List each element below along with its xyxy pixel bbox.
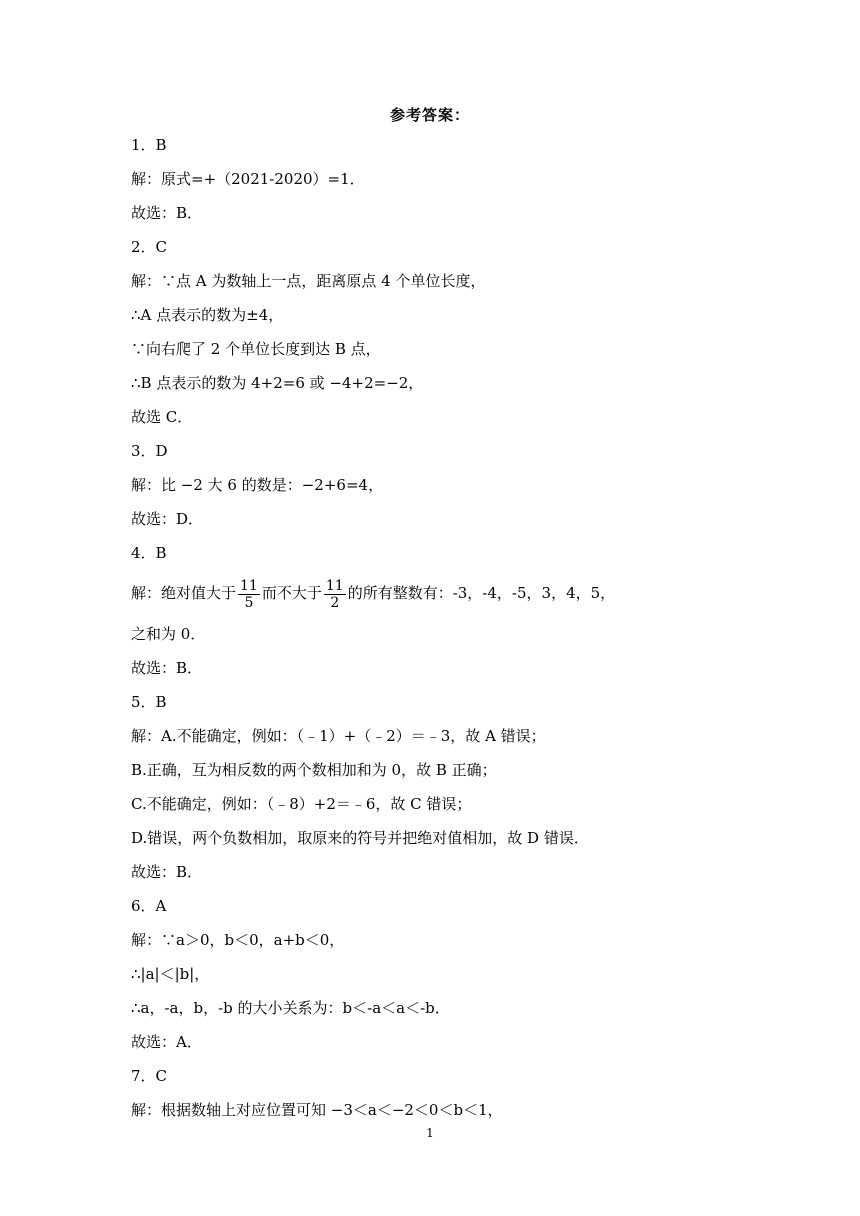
answer-line: 故选：B． — [131, 863, 203, 881]
fraction-eleven-fifths — [238, 578, 260, 611]
answer-lines — [131, 128, 771, 1127]
answer-line: 故选：B． — [131, 659, 203, 677]
answer-line: 解：比 −2 大 6 的数是：−2+6=4， — [131, 476, 384, 494]
answer-line: 解：∵a＞0，b＜0，a+b＜0， — [131, 931, 345, 949]
answer-line-with-fractions — [131, 570, 771, 617]
answer-line: 7．C — [131, 1067, 168, 1085]
answer-line: 解：根据数轴上对应位置可知 −3＜a＜−2＜0＜b＜1， — [131, 1101, 503, 1119]
fraction-line-after: 的所有整数有：-3，-4，-5，3，4，5， — [347, 584, 616, 602]
fraction-numerator: 11 — [325, 577, 344, 594]
answer-line: 3．D — [131, 442, 168, 460]
answer-line: 解：原式=+（2021-2020）=1． — [131, 170, 365, 188]
answer-line: B.正确，互为相反数的两个数相加和为 0，故 B 正确； — [131, 761, 497, 779]
answer-line: ∴A 点表示的数为±4， — [131, 306, 284, 324]
fraction-line-before: 解：绝对值大于 — [131, 584, 237, 602]
fraction-denominator: 5 — [244, 594, 254, 611]
answer-line: 6．A — [131, 897, 167, 915]
answer-line: 故选：D． — [131, 510, 204, 528]
answer-line: ∵向右爬了 2 个单位长度到达 B 点， — [131, 340, 381, 358]
answer-line: 解：A.不能确定，例如：（﹣1）+（﹣2）＝﹣3，故 A 错误； — [131, 727, 546, 745]
answer-line: 2．C — [131, 238, 168, 256]
page-title: 参考答案： — [389, 106, 470, 124]
fraction-denominator: 2 — [330, 594, 340, 611]
answer-line: ∴B 点表示的数为 4+2=6 或 −4+2=−2， — [131, 374, 424, 392]
answer-line: 4．B — [131, 544, 167, 562]
fraction-line-middle: 而不大于 — [261, 584, 322, 602]
fraction-numerator: 11 — [240, 577, 258, 594]
answer-line: D.错误，两个负数相加，取原来的符号并把绝对值相加，故 D 错误． — [131, 829, 589, 847]
answer-line: 故选 C． — [131, 408, 193, 426]
answer-line: C.不能确定，例如：（﹣8）+2＝﹣6，故 C 错误； — [131, 795, 472, 813]
answer-line: ∴a，-a，b，-b 的大小关系为：b＜-a＜a＜-b． — [131, 999, 450, 1017]
fraction-eleven-halves — [324, 578, 346, 611]
answer-line: 故选：A． — [131, 1033, 202, 1051]
answer-line: 5．B — [131, 693, 167, 711]
answer-line: 解：∵点 A 为数轴上一点，距离原点 4 个单位长度， — [131, 272, 486, 290]
answer-line: ∴|a|＜|b|， — [131, 965, 210, 983]
page-number: 1 — [426, 1126, 434, 1140]
answer-line: 1．B — [131, 136, 167, 154]
answer-line: 故选：B． — [131, 204, 203, 222]
answer-line: 之和为 0． — [131, 625, 206, 643]
